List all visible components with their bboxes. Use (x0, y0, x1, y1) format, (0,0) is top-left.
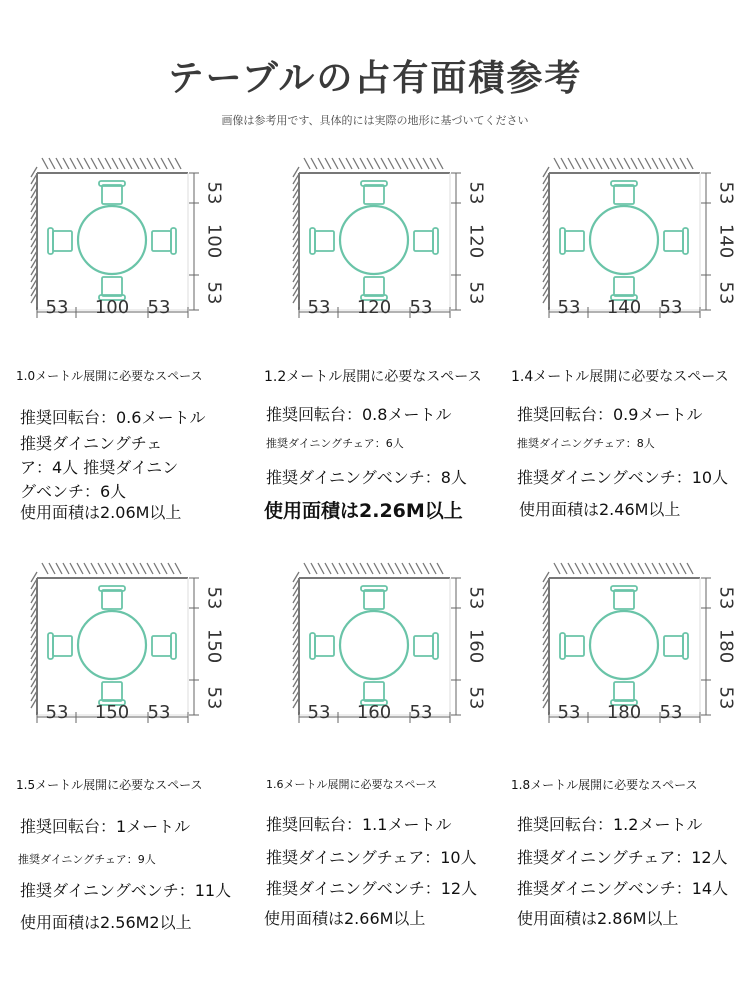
chair-right (414, 228, 438, 254)
dim-label-right-top: 53 (715, 586, 737, 610)
chair-right (152, 228, 176, 254)
card-5-turntable: 推奨回転台：1.1メートル (266, 815, 452, 834)
card-1-chairs: 推奨ダイニングチェア：4人 推奨ダイニングベンチ：6人 (20, 434, 179, 501)
dim-label-bottom-left: 53 (307, 297, 331, 318)
dim-label-right-top: 53 (715, 181, 737, 205)
card-5-heading: 1.6メートル展開に必要なスペース (266, 778, 437, 791)
dim-label-right-bottom: 53 (465, 686, 487, 710)
card-1-heading: 1.0メートル展開に必要なスペース (16, 369, 203, 383)
round-table (78, 611, 146, 679)
card-2-turntable: 推奨回転台：0.8メートル (266, 405, 452, 424)
dim-label-right-table: 150 (203, 628, 225, 664)
chair-left (48, 228, 72, 254)
card-3-area: 使用面積は2.46M以上 (519, 500, 681, 519)
dim-label-right-bottom: 53 (465, 281, 487, 305)
round-table (590, 611, 658, 679)
round-table (78, 206, 146, 274)
dim-label-right-table: 140 (715, 223, 737, 259)
card-6-turntable: 推奨回転台：1.2メートル (517, 815, 703, 834)
round-table (340, 611, 408, 679)
card-1-area: 使用面積は2.06M以上 (20, 503, 182, 522)
card-4-chairs: 推奨ダイニングチェア：9人 (18, 853, 156, 866)
card-2-bench: 推奨ダイニングベンチ：8人 (266, 468, 467, 487)
dim-label-right-bottom: 53 (715, 686, 737, 710)
dim-label-right-bottom: 53 (203, 686, 225, 710)
card-2-heading: 1.2メートル展開に必要なスペース (264, 369, 482, 385)
floor-boundary (37, 173, 188, 310)
dim-label-bottom-right: 53 (147, 702, 171, 723)
card-3-bench: 推奨ダイニングベンチ：10人 (517, 468, 729, 487)
dim-label-right-table: 180 (715, 628, 737, 664)
chair-left (560, 228, 584, 254)
diagram-4 (28, 560, 243, 760)
diagram-2 (290, 155, 505, 355)
card-4-bench: 推奨ダイニングベンチ：11人 (20, 881, 232, 900)
chair-right (664, 633, 688, 659)
card-6-bench: 推奨ダイニングベンチ：14人 (517, 879, 729, 898)
dim-label-bottom-table: 180 (606, 702, 642, 723)
dim-label-right-table: 100 (203, 223, 225, 259)
card-6-chairs: 推奨ダイニングチェア：12人 (517, 848, 728, 867)
chair-left (48, 633, 72, 659)
dim-label-bottom-right: 53 (659, 702, 683, 723)
dim-label-right-top: 53 (465, 586, 487, 610)
dim-label-right-table: 160 (465, 628, 487, 664)
card-2-area: 使用面積は2.26M以上 (264, 500, 463, 522)
diagram-5 (290, 560, 505, 760)
dim-label-bottom-left: 53 (557, 702, 581, 723)
dim-label-bottom-right: 53 (147, 297, 171, 318)
chair-top (611, 181, 637, 204)
card-1-turntable: 推奨回転台：0.6メートル (20, 408, 206, 427)
floor-boundary (299, 173, 450, 310)
dim-label-right-top: 53 (203, 586, 225, 610)
dim-label-bottom-left: 53 (557, 297, 581, 318)
card-4-area: 使用面積は2.56M2以上 (20, 913, 192, 932)
dim-label-bottom-right: 53 (409, 702, 433, 723)
card-4-turntable: 推奨回転台：1メートル (20, 817, 191, 836)
card-5-area: 使用面積は2.66M以上 (264, 909, 426, 928)
chair-right (152, 633, 176, 659)
dim-label-bottom-left: 53 (307, 702, 331, 723)
dim-label-bottom-table: 150 (94, 702, 130, 723)
dim-label-bottom-table: 120 (356, 297, 392, 318)
chair-top (361, 181, 387, 204)
floor-boundary (549, 578, 700, 715)
chair-right (664, 228, 688, 254)
dim-label-right-bottom: 53 (715, 281, 737, 305)
chair-right (414, 633, 438, 659)
card-6-area: 使用面積は2.86M以上 (517, 909, 679, 928)
dim-label-bottom-left: 53 (45, 297, 69, 318)
card-3-turntable: 推奨回転台：0.9メートル (517, 405, 703, 424)
dim-label-right-top: 53 (465, 181, 487, 205)
dim-label-right-bottom: 53 (203, 281, 225, 305)
dim-label-bottom-left: 53 (45, 702, 69, 723)
card-3-heading: 1.4メートル展開に必要なスペース (511, 369, 729, 385)
diagram-1 (28, 155, 243, 355)
card-4-heading: 1.5メートル展開に必要なスペース (16, 778, 203, 792)
diagram-6 (540, 560, 750, 760)
dim-label-bottom-table: 100 (94, 297, 130, 318)
chair-left (560, 633, 584, 659)
dim-label-bottom-right: 53 (659, 297, 683, 318)
round-table (340, 206, 408, 274)
card-5-bench: 推奨ダイニングベンチ：12人 (266, 879, 478, 898)
chair-left (310, 633, 334, 659)
chair-top (99, 586, 125, 609)
round-table (590, 206, 658, 274)
floor-boundary (299, 578, 450, 715)
dim-label-right-top: 53 (203, 181, 225, 205)
chair-top (611, 586, 637, 609)
chair-top (99, 181, 125, 204)
card-6-heading: 1.8メートル展開に必要なスペース (511, 778, 698, 792)
dim-label-bottom-table: 140 (606, 297, 642, 318)
card-5-chairs: 推奨ダイニングチェア：10人 (266, 848, 477, 867)
card-3-chairs: 推奨ダイニングチェア：8人 (517, 437, 655, 450)
chair-top (361, 586, 387, 609)
chair-left (310, 228, 334, 254)
diagram-3 (540, 155, 750, 355)
dim-label-bottom-right: 53 (409, 297, 433, 318)
page-title: テーブルの占有面積参考 (167, 58, 583, 99)
dim-label-right-table: 120 (465, 223, 487, 259)
floor-boundary (549, 173, 700, 310)
card-2-chairs: 推奨ダイニングチェア：6人 (266, 437, 404, 450)
floor-boundary (37, 578, 188, 715)
dim-label-bottom-table: 160 (356, 702, 392, 723)
page-subtitle: 画像は参考用です、具体的には実際の地形に基づいてください (221, 114, 529, 127)
